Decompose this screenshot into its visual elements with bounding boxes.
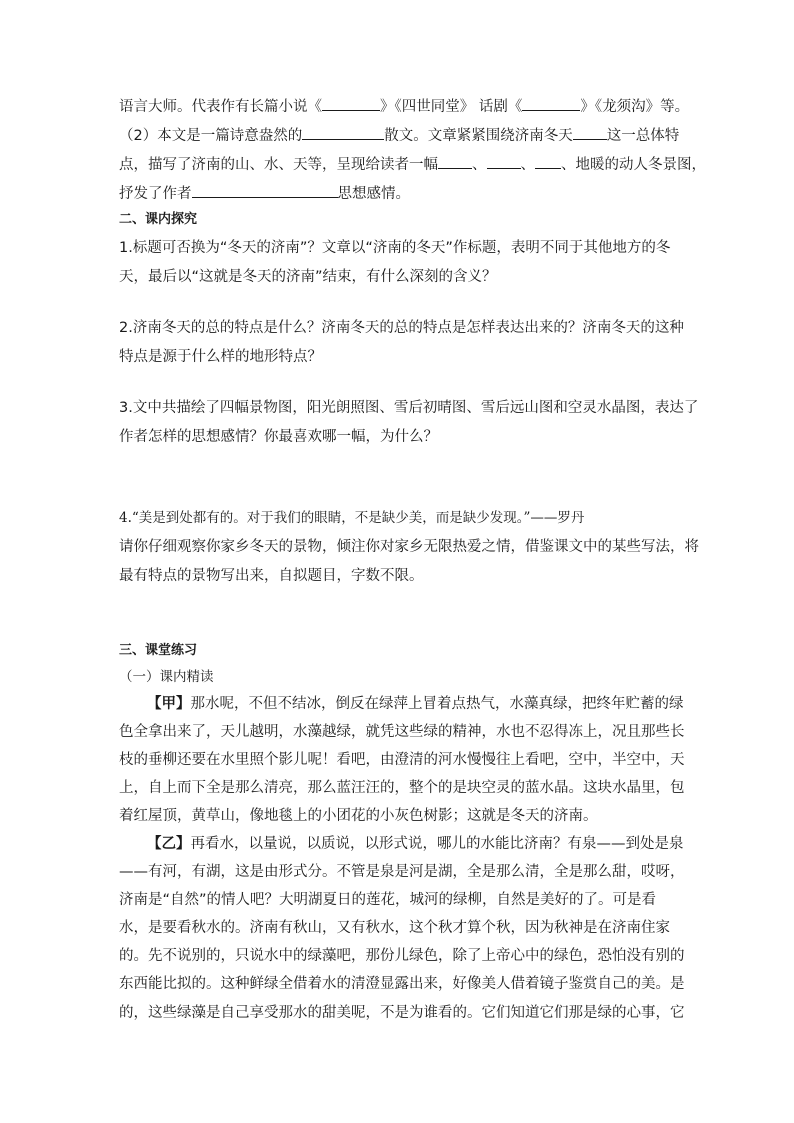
fill-line-3 [119, 154, 706, 175]
text-segment: 这一总体特 [606, 128, 680, 144]
passage-line: 水，是要看秋水的。济南有秋山，又有秋水，这个秋才算个秋，因为秋神是在济南住家 [119, 920, 670, 937]
answer-blank[interactable] [302, 125, 384, 140]
subsection-heading: （一）课内精读 [119, 669, 214, 685]
question-4-line: 最有特点的景物写出来，自拟题目，字数不限。 [119, 568, 424, 584]
text-segment: 思想感情。 [337, 186, 410, 202]
fill-line-1 [119, 96, 690, 117]
answer-blank[interactable] [192, 183, 338, 198]
fill-line-4 [119, 183, 679, 204]
question-4-line: 请你仔细观察你家乡冬天的景物，倾注你对家乡无限热爱之情，借鉴课文中的某些写法，将 [119, 539, 699, 555]
passage-mark: 【甲】 [147, 696, 191, 712]
passage-line: 的。先不说别的，只说水中的绿藻吧，那份儿绿色，除了上帝心中的绿色，恐怕没有别的 [119, 948, 685, 965]
fill-line-2 [119, 125, 679, 146]
passage-text: 再看水，以量说，以质说，以形式说，哪儿的水能比济南？有泉——到处是泉 [190, 836, 684, 852]
passage-line: 济南是“自然”的情人吧？大明湖夏日的莲花，城河的绿柳，自然是美好的了。可是看 [119, 892, 657, 909]
passage-line: 枝的垂柳还要在水里照个影儿呢！看吧，由澄清的河水慢慢往上看吧，空中，半空中，天 [119, 752, 685, 769]
text-segment: 语言大师。代表作有长篇小说《 [119, 99, 322, 115]
question-1-line: 1.标题可否换为“冬天的济南”？文章以“济南的冬天”作标题，表明不同于其他地方的冬 [119, 240, 671, 256]
passage-text: 那水呢，不但不结冰，倒反在绿萍上冒着点热气，水藻真绿，把终年贮蓄的绿 [190, 696, 684, 712]
question-3-line: 作者怎样的思想感情？你最喜欢哪一幅，为什么？ [119, 429, 438, 445]
passage-mark: 【乙】 [147, 836, 191, 852]
answer-blank[interactable] [573, 125, 607, 140]
section-heading: 三、课堂练习 [119, 643, 198, 658]
answer-blank[interactable] [487, 154, 521, 169]
answer-blank[interactable] [535, 154, 561, 169]
passage-jia [119, 690, 685, 830]
question-1-line: 天，最后以“这就是冬天的济南”结束，有什么深刻的含义？ [119, 269, 497, 285]
answer-blank[interactable] [322, 96, 380, 111]
passage-line: 着红屋顶，黄草山，像地毯上的小团花的小灰色树影；这就是冬天的济南。 [119, 808, 598, 825]
text-segment: （2）本文是一篇诗意盎然的 [119, 128, 303, 144]
question-4-quote: 4.“美是到处都有的。对于我们的眼睛，不是缺少美，而是缺少发现。”——罗丹 [119, 510, 585, 526]
answer-blank[interactable] [522, 96, 580, 111]
answer-blank[interactable] [438, 154, 472, 169]
text-segment: 》《龙须沟》等。 [580, 99, 690, 115]
passage-line: ——有河，有湖，这是由形式分。不管是泉是河是湖，全是那么清，全是那么甜，哎呀， [119, 864, 685, 881]
text-segment: 、地暖的动人冬景图， [561, 157, 706, 173]
text-segment: 抒发了作者 [119, 186, 192, 202]
passage-yi [119, 830, 685, 1027]
question-3-line: 3.文中共描绘了四幅景物图，阳光朗照图、雪后初晴图、雪后远山图和空灵水晶图，表达了 [119, 400, 699, 416]
text-segment: 》《四世同堂》 话剧《 [380, 99, 523, 115]
section-heading: 二、课内探究 [119, 212, 198, 227]
question-2-line: 2.济南冬天的总的特点是什么？济南冬天的总的特点是怎样表达出来的？济南冬天的这种 [119, 320, 684, 336]
passage-line: 的，这些绿藻是自己享受那水的甜美呢，不是为谁看的。它们知道它们那是绿的心事，它 [119, 1004, 685, 1021]
passage-line: 东西能比拟的。这种鲜绿全借着水的清澄显露出来，好像美人借着镜子鉴赏自己的美。是 [119, 976, 685, 993]
passage-line: 色全拿出来了，天儿越明，水藻越绿，就凭这些绿的精神，水也不忍得冻上，况且那些长 [119, 724, 685, 741]
passage-line [119, 830, 684, 858]
text-segment: 散文。文章紧紧围绕济南冬天 [384, 128, 573, 144]
passage-line [119, 690, 684, 718]
question-2-line: 特点是源于什么样的地形特点？ [119, 349, 322, 365]
text-segment: 、 [520, 157, 535, 173]
text-segment: 点，描写了济南的山、水、天等，呈现给读者一幅 [119, 157, 438, 173]
text-segment: 、 [472, 157, 487, 173]
passage-line: 上，自上而下全是那么清亮，那么蓝汪汪的，整个的是块空灵的蓝水晶。这块水晶里，包 [119, 780, 685, 797]
